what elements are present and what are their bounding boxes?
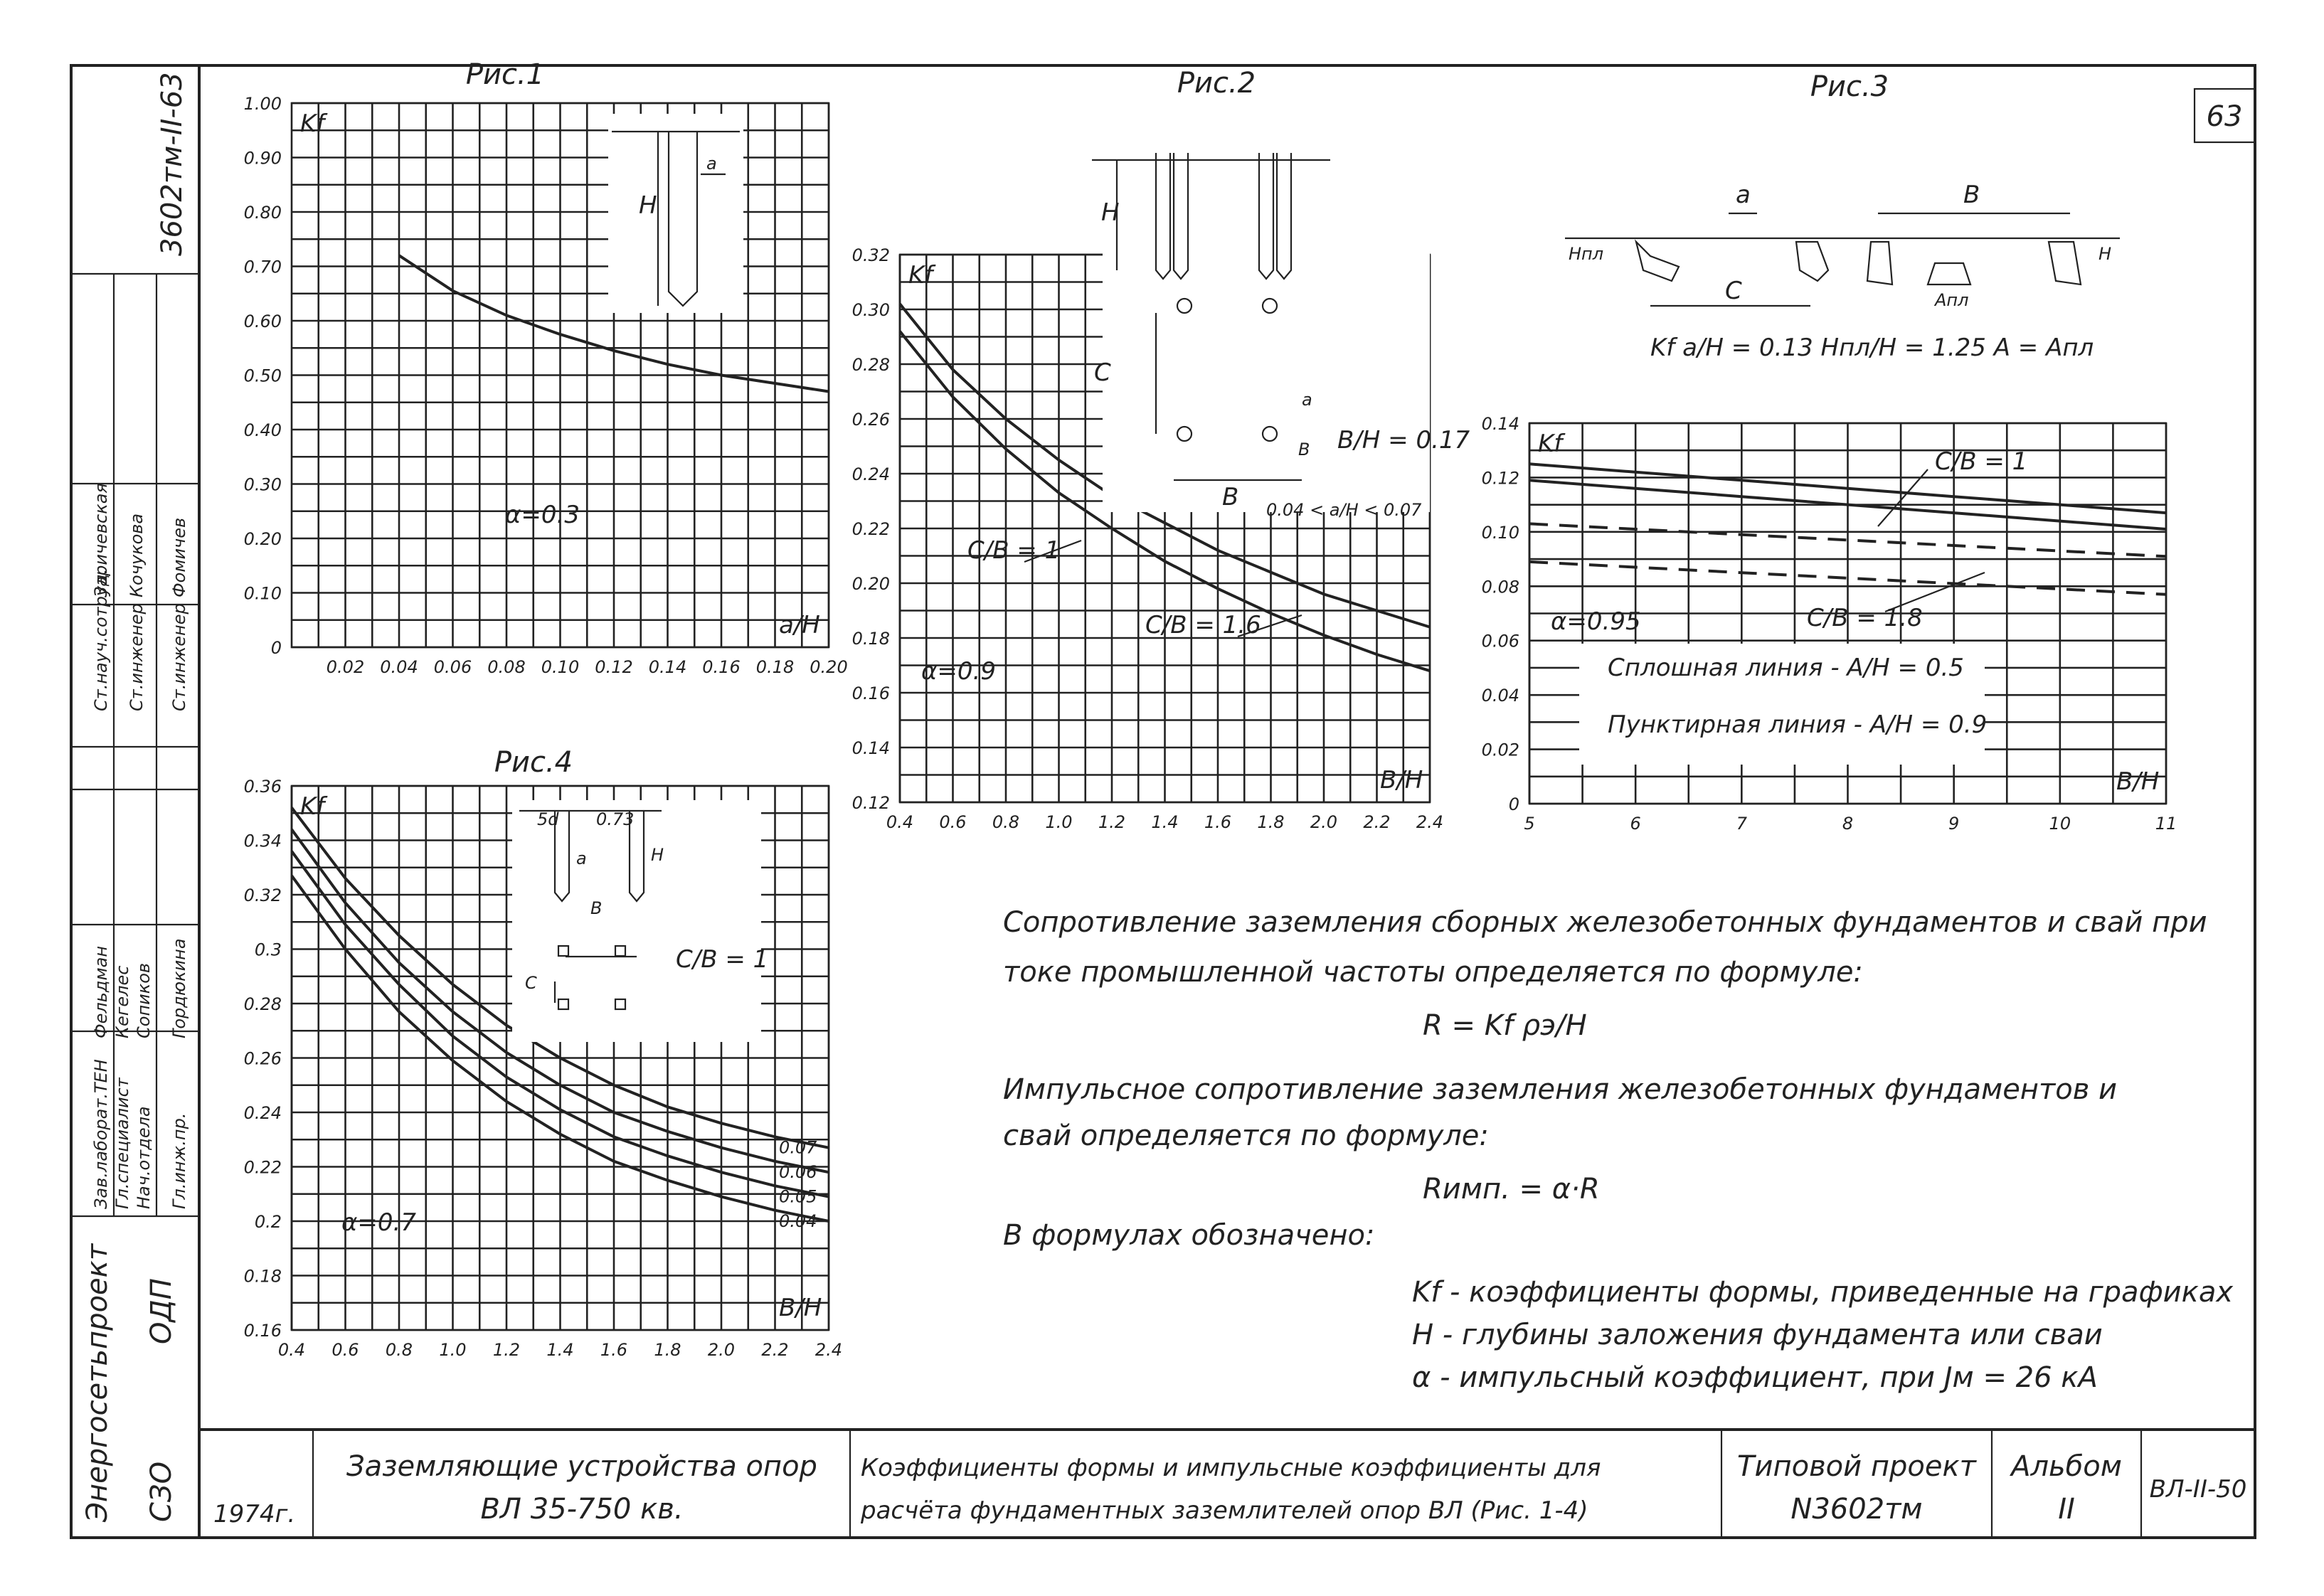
formula-2: Rимп. = α·R — [1423, 1173, 1600, 1206]
legend-dashed: Пунктирная линия - A/H = 0.9 — [1608, 711, 1988, 739]
org-branch: СЗО — [145, 1461, 178, 1522]
y-tick-label: 0.24 — [243, 1103, 282, 1123]
legend-solid: Сплошная линия - A/H = 0.5 — [1608, 654, 1964, 682]
inset-bg — [608, 114, 743, 313]
x-tick-label: 0.08 — [487, 657, 526, 677]
inset-label-A: Aпл — [1935, 290, 1969, 310]
fig3-label-c1: C/B = 1 — [1935, 447, 2028, 476]
inset-label-a: a — [1302, 390, 1312, 410]
inset-label-C: C — [1094, 358, 1111, 387]
y-tick-label: 0.30 — [851, 300, 890, 320]
series-label: 0.07 — [779, 1137, 817, 1158]
fig3-title: Рис.3 — [1810, 70, 1889, 103]
y-tick-label: 0.30 — [243, 474, 282, 495]
fig2-label-c1: C/B = 1 — [967, 536, 1061, 565]
x-tick-label: 8 — [1842, 814, 1854, 834]
fig3-alpha: α=0.95 — [1551, 607, 1641, 636]
fig2-condition-aH: 0.04 < a/H < 0.07 — [1266, 500, 1422, 520]
sheet-code: ВЛ-II-50 — [2149, 1475, 2247, 1504]
x-tick-label: 6 — [1630, 814, 1641, 834]
album-label: Альбом — [2011, 1450, 2122, 1483]
series-label: 0.04 — [779, 1211, 817, 1231]
definition-1: Kf - коэффициенты формы, приведенные на графиках — [1412, 1276, 2234, 1309]
inset-label-Hpl: Hпл — [1569, 244, 1604, 264]
x-axis-label: B/H — [1380, 766, 1423, 794]
staff-name: Кегелес — [112, 965, 132, 1038]
subject-line2: ВЛ 35-750 кв. — [480, 1493, 684, 1526]
y-tick-label: 0.2 — [254, 1212, 282, 1232]
series-label: 0.05 — [779, 1186, 817, 1207]
definition-2: H - глубины заложения фундамента или сваи — [1412, 1319, 2103, 1351]
x-tick-label: 5 — [1524, 814, 1535, 834]
inset-label-b: B — [1298, 440, 1310, 459]
drawing-code: 3602тм-II-63 — [156, 72, 189, 256]
y-tick-label: 0.10 — [1481, 522, 1519, 543]
x-tick-label: 9 — [1948, 814, 1960, 834]
x-tick-label: 11 — [2155, 814, 2177, 834]
paragraph-4: свай определяется по формуле: — [1003, 1119, 1489, 1152]
x-tick-label: 2.4 — [815, 1340, 843, 1360]
x-tick-label: 0.02 — [326, 657, 365, 677]
y-tick-label: 1.00 — [243, 94, 282, 114]
x-tick-label: 2.2 — [761, 1340, 789, 1360]
inset-label-B: B — [1222, 483, 1239, 511]
y-tick-label: 0.10 — [243, 583, 282, 604]
x-axis-label: B/H — [2116, 767, 2160, 796]
fig4-label: C/B = 1 — [676, 945, 769, 974]
paragraph-1: Сопротивление заземления сборных железобетонных фундаментов и свай при — [1003, 906, 2207, 939]
fig1-alpha: α=0.3 — [505, 501, 580, 529]
staff-name: Сопиков — [134, 962, 154, 1038]
paragraph-5: В формулах обозначено: — [1003, 1219, 1375, 1252]
desc-line1: Коэффициенты формы и импульсные коэффициенты для — [861, 1454, 1601, 1482]
inset-label-H: H — [651, 845, 664, 865]
y-tick-label: 0.32 — [851, 245, 890, 265]
y-axis-label: Kf — [1538, 430, 1563, 458]
inset-label-H: H — [639, 191, 657, 220]
fig3-label-c2: C/B = 1.8 — [1807, 604, 1923, 632]
org-dept: ОДП — [145, 1278, 178, 1344]
x-tick-label: 0.6 — [331, 1340, 359, 1360]
formula-1: R = Kf ρэ/H — [1423, 1009, 1587, 1042]
inset-label-H: H — [2099, 244, 2112, 264]
x-tick-label: 2.0 — [707, 1340, 736, 1360]
album-number: II — [2058, 1493, 2075, 1526]
inset-bg — [512, 800, 761, 1042]
x-tick-label: 2.0 — [1310, 812, 1338, 832]
x-tick-label: 0.10 — [541, 657, 580, 677]
fig3-inset — [1551, 124, 2120, 370]
y-tick-label: 0.3 — [254, 940, 282, 960]
x-tick-label: 1.4 — [1151, 812, 1179, 832]
y-tick-label: 0.20 — [243, 529, 282, 549]
x-axis-label: a/H — [779, 611, 820, 639]
y-tick-label: 0.50 — [243, 366, 282, 386]
subject-line1: Заземляющие устройства опор — [346, 1450, 817, 1483]
y-tick-label: 0.14 — [851, 738, 890, 758]
x-tick-label: 0.8 — [992, 812, 1020, 832]
y-tick-label: 0.90 — [243, 148, 282, 169]
y-tick-label: 0.60 — [243, 312, 282, 331]
staff-list — [91, 483, 189, 1209]
inset-bg — [1103, 142, 1430, 512]
y-tick-label: 0.22 — [243, 1157, 282, 1178]
inset-label-B: B — [1963, 181, 1980, 209]
desc-line2: расчёта фундаментных заземлителей опор ВЛ (Рис. 1-4) — [861, 1496, 1588, 1525]
y-tick-label: 0.32 — [243, 885, 282, 905]
x-tick-label: 1.0 — [1045, 812, 1073, 832]
y-tick-label: 0.18 — [243, 1266, 282, 1287]
staff-name: Заричевская — [91, 483, 111, 597]
x-tick-label: 10 — [2049, 814, 2071, 834]
staff-name: Фельдман — [91, 945, 111, 1038]
x-tick-label: 0.6 — [939, 812, 967, 832]
inset-label-H: H — [1101, 198, 1120, 227]
y-axis-label: Kf — [300, 110, 325, 138]
staff-name: Гордюкина — [169, 938, 189, 1038]
series-label: 0.06 — [779, 1162, 817, 1183]
y-tick-label: 0.12 — [1481, 468, 1519, 489]
fig1-inset — [608, 114, 743, 313]
fig4-title: Рис.4 — [494, 746, 573, 779]
x-tick-label: 1.4 — [546, 1340, 574, 1360]
y-tick-label: 0.28 — [243, 994, 282, 1014]
inset-label-s1: 5d — [537, 809, 559, 829]
definition-3: α - импульсный коэффициент, при Jм = 26 кА — [1412, 1361, 2098, 1394]
y-tick-label: 0.18 — [851, 629, 890, 649]
x-tick-label: 0.18 — [755, 657, 795, 677]
y-tick-label: 0 — [270, 638, 282, 658]
x-tick-label: 0.4 — [277, 1340, 306, 1360]
y-axis-label: Kf — [908, 261, 933, 289]
y-tick-label: 0.02 — [1481, 740, 1519, 760]
x-tick-label: 1.8 — [1257, 812, 1285, 832]
page-number: 63 — [2206, 100, 2243, 133]
paragraph-2: токе промышленной частоты определяется по формуле: — [1003, 956, 1863, 989]
y-tick-label: 0.40 — [243, 420, 282, 440]
y-tick-label: 0.04 — [1481, 686, 1519, 706]
y-tick-label: 0.16 — [851, 683, 890, 703]
staff-role: Гл.инж.пр. — [169, 1112, 189, 1209]
fig2-title: Рис.2 — [1177, 67, 1256, 100]
inset-label-B: B — [590, 898, 603, 918]
x-tick-label: 0.8 — [385, 1340, 413, 1360]
staff-role: Ст.науч.сотруд. — [91, 568, 111, 711]
x-tick-label: 0.20 — [810, 657, 848, 677]
x-tick-label: 0.12 — [595, 657, 633, 677]
x-tick-label: 7 — [1736, 814, 1747, 834]
body-text — [1003, 906, 2233, 1394]
x-tick-label: 1.2 — [1098, 812, 1126, 832]
x-tick-label: 1.6 — [1204, 812, 1232, 832]
fig4-inset — [512, 800, 768, 1042]
x-tick-label: 1.8 — [654, 1340, 681, 1360]
x-tick-label: 2.4 — [1416, 812, 1444, 832]
y-tick-label: 0.26 — [851, 410, 890, 430]
fig2-inset — [1092, 142, 1470, 520]
x-tick-label: 0.04 — [380, 657, 418, 677]
fig2-alpha: α=0.9 — [921, 657, 996, 686]
staff-role: Ст.инженер — [127, 603, 147, 711]
x-tick-label: 1.0 — [439, 1340, 467, 1360]
fig3-legend — [1579, 644, 1987, 765]
inset-label-C: C — [1725, 277, 1742, 305]
y-tick-label: 0.36 — [243, 777, 282, 797]
inset-label-s2: 0.73 — [596, 809, 635, 829]
staff-role: Зав.лаборат.ТЕН — [91, 1059, 111, 1209]
x-tick-label: 0.4 — [886, 812, 914, 832]
project-label: Типовой проект — [1737, 1450, 1976, 1483]
inset-label-a: a — [706, 154, 717, 174]
y-tick-label: 0.08 — [1481, 577, 1519, 597]
inset-label-a: a — [576, 848, 587, 868]
x-tick-label: 2.2 — [1363, 812, 1391, 832]
y-tick-label: 0.24 — [851, 464, 890, 484]
x-tick-label: 0.14 — [648, 657, 687, 677]
y-tick-label: 0.14 — [1481, 414, 1519, 434]
paragraph-3: Импульсное сопротивление заземления железобетонных фундаментов и — [1003, 1073, 2118, 1106]
y-tick-label: 0.26 — [243, 1048, 282, 1069]
chart-fig1 — [244, 94, 848, 677]
fig4-alpha: α=0.7 — [341, 1208, 416, 1237]
y-tick-label: 0 — [1508, 794, 1519, 814]
org-name: Энергосетьпроект — [81, 1243, 114, 1522]
staff-role: Нач.отдела — [134, 1106, 154, 1209]
staff-name: Кочукова — [127, 513, 147, 597]
y-tick-label: 0.80 — [243, 203, 282, 223]
y-tick-label: 0.16 — [243, 1321, 282, 1341]
fig2-label-c2: C/B = 1.6 — [1145, 611, 1261, 639]
y-tick-label: 0.70 — [243, 257, 282, 277]
fig2-condition-BH: B/H = 0.17 — [1337, 426, 1470, 454]
x-tick-label: 1.2 — [492, 1340, 521, 1360]
inset-label-C: C — [525, 973, 537, 993]
x-tick-label: 0.16 — [702, 657, 741, 677]
inset-label-a: a — [1736, 181, 1751, 209]
fig3-params: Kf a/H = 0.13 Hпл/H = 1.25 A = Aпл — [1650, 334, 2094, 362]
project-number: N3602тм — [1790, 1493, 1923, 1526]
y-tick-label: 0.34 — [243, 831, 282, 851]
y-tick-label: 0.22 — [851, 519, 890, 539]
y-tick-label: 0.20 — [851, 574, 890, 594]
staff-role: Гл.специалист — [112, 1078, 132, 1209]
staff-name: Фомичев — [169, 517, 189, 597]
y-axis-label: Kf — [300, 792, 325, 821]
x-tick-label: 0.06 — [433, 657, 472, 677]
fig1-title: Рис.1 — [465, 58, 545, 91]
staff-role: Ст.инженер — [169, 603, 189, 711]
x-tick-label: 1.6 — [600, 1340, 628, 1360]
title-block — [199, 1430, 2255, 1538]
y-tick-label: 0.06 — [1481, 631, 1519, 651]
y-tick-label: 0.12 — [851, 793, 890, 813]
y-tick-label: 0.28 — [851, 355, 890, 375]
x-axis-label: B/H — [779, 1294, 822, 1322]
year: 1974г. — [213, 1500, 296, 1528]
